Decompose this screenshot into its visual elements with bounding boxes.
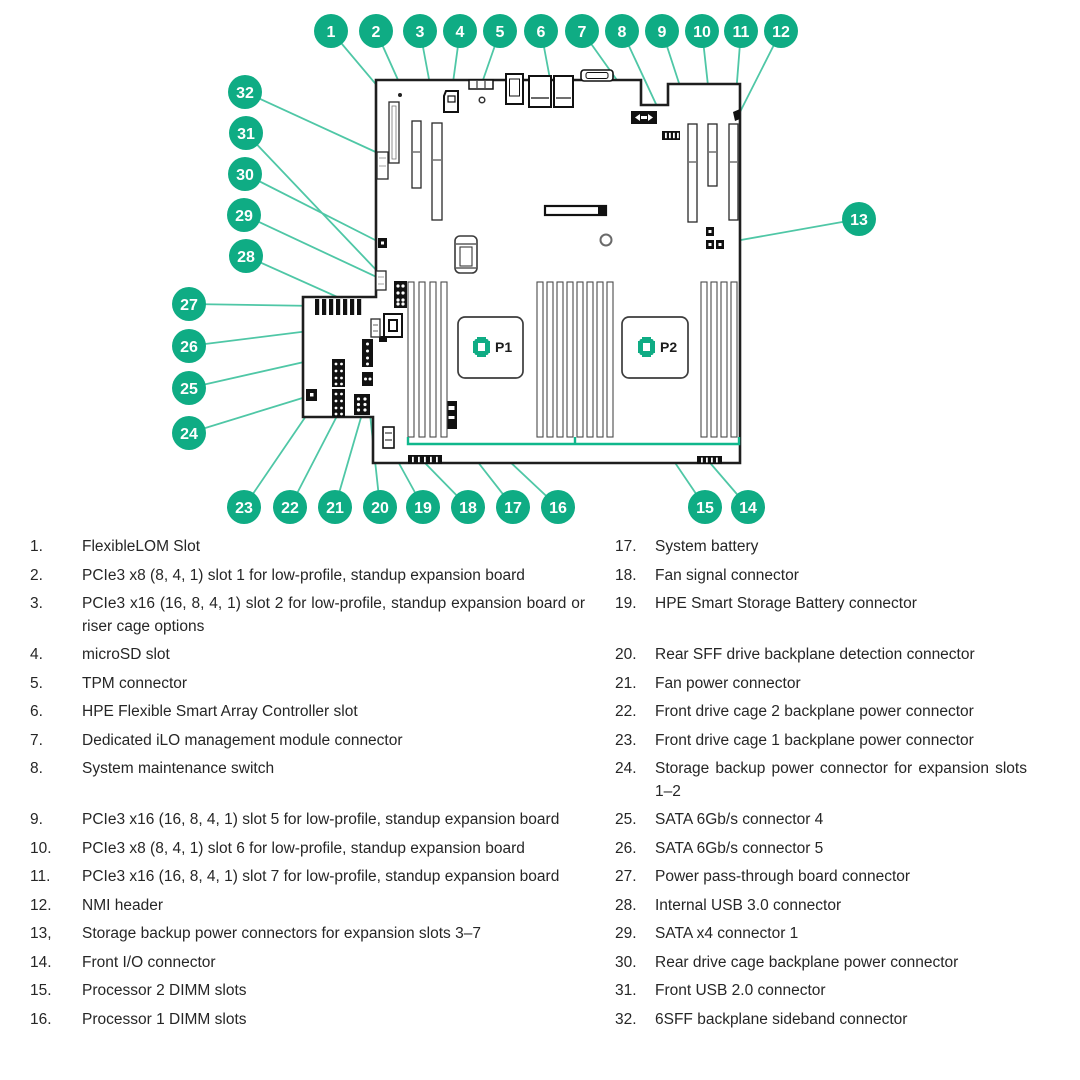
callout-30 [228,157,262,191]
rear-cage-power-connector-30 [378,238,387,248]
svg-text:30: 30 [236,167,254,184]
svg-text:24: 24 [180,426,198,443]
callout-14 [731,490,765,524]
svg-text:29: 29 [235,208,253,225]
legend-num: 21. [615,674,637,692]
svg-text:1: 1 [326,24,336,41]
legend-num: 24. [615,760,637,777]
callout-6 [524,14,558,48]
svg-text:5: 5 [495,24,505,41]
backplane-detection-connector-20 [362,372,373,386]
legend-num: 19. [615,595,637,612]
svg-text:15: 15 [696,500,714,517]
smart-array-controller-slot [545,206,606,215]
flexiblelom-slot [389,102,399,163]
standoff-ring [601,235,612,246]
legend-num: 13, [30,925,52,942]
legend-text: Dedicated iLO management module connector [82,731,403,749]
cpu-chip-icon [638,337,655,357]
svg-text:26: 26 [180,339,198,356]
legend-num: 8. [30,760,43,777]
front-cage1-power-connector-23 [332,359,345,387]
system-board-diagram [0,0,1080,536]
legend-text: SATA 6Gb/s connector 4 [655,811,824,828]
legend-num: 4. [30,646,43,663]
storage-backup-power-connector-24 [306,389,317,401]
smart-storage-battery-connector-19 [383,427,394,448]
legend-num: 16. [30,1010,52,1028]
callout-3 [403,14,437,48]
svg-text:23: 23 [235,500,253,517]
legend-num: 27. [615,868,637,885]
legend-num: 22. [615,703,637,720]
svg-text:6: 6 [536,24,546,41]
tpm-connector [469,80,493,89]
legend-text: Power pass-through board connector [655,868,911,885]
callout-1 [314,14,348,48]
legend-num: 14. [30,953,52,971]
callout-27 [172,287,206,321]
front-usb2-connector-31 [376,271,386,290]
pcie-slot-7 [729,124,738,220]
system-battery-17 [446,401,457,429]
legend-text: Processor 1 DIMM slots [82,1010,247,1028]
legend-text: PCIe3 x16 (16, 8, 4, 1) slot 2 for low-profile, standup expansion board or riser cage options [82,595,585,635]
legend-text: FlexibleLOM Slot [82,538,201,555]
legend-text: System maintenance switch [82,760,275,777]
legend-text: Rear drive cage backplane power connector [655,953,959,971]
svg-text:4: 4 [455,24,465,41]
legend-text: PCIe3 x8 (8, 4, 1) slot 6 for low-profile, standup expansion board [82,839,525,857]
svg-text:3: 3 [415,24,425,41]
legend-num: 20. [615,646,637,663]
legend-num: 7. [30,731,43,749]
callout-20 [363,490,397,524]
legend-num: 18. [615,566,637,584]
legend-text: System battery [655,538,759,555]
legend-num: 23. [615,731,637,749]
legend-text: Front I/O connector [82,953,216,971]
svg-text:31: 31 [237,126,255,143]
legend-num: 25. [615,811,637,828]
pcie-slot-5 [688,124,697,222]
callout-5 [483,14,517,48]
callout-16 [541,490,575,524]
retention-latch [455,236,477,273]
legend-num: 5. [30,674,43,692]
rear-nic-port-1 [529,76,551,107]
legend-text: NMI header [82,896,163,914]
maintenance-switch [662,131,680,140]
legend-text: Internal USB 3.0 connector [655,896,842,914]
callout-2 [359,14,393,48]
svg-text:9: 9 [657,24,667,41]
legend-num: 17. [615,538,637,555]
svg-text:2: 2 [371,24,381,41]
svg-text:10: 10 [693,24,711,41]
legend-text: Fan power connector [655,674,801,692]
callout-32 [228,75,262,109]
legend-num: 28. [615,896,637,914]
callout-9 [645,14,679,48]
legend-text: Front USB 2.0 connector [655,982,826,999]
legend-num: 1. [30,538,43,555]
callout-18 [451,490,485,524]
processor-2-socket [622,317,688,378]
legend-text: Storage backup power connector for expansion slots 1–2 [655,760,1027,800]
pcie-slot-2 [432,123,442,220]
legend-text: Rear SFF drive backplane detection connector [655,646,975,663]
legend-num: 9. [30,811,43,828]
legend-text: Front drive cage 2 backplane power connector [655,703,974,720]
callout-12 [764,14,798,48]
svg-text:17: 17 [504,500,522,517]
svg-text:7: 7 [577,24,587,41]
callout-28 [229,239,263,273]
legend-num: 31. [615,982,637,999]
legend-text: Front drive cage 1 backplane power connector [655,731,974,749]
fan-signal-connector-18 [408,455,442,464]
legend-num: 6. [30,703,43,720]
legend-text: HPE Smart Storage Battery connector [655,595,917,612]
callout-26 [172,329,206,363]
svg-text:28: 28 [237,249,255,266]
legend-num: 11. [30,868,51,885]
sideband-connector-32 [377,152,388,179]
legend-num: 3. [30,595,43,612]
callout-4 [443,14,477,48]
legend-num: 30. [615,953,637,971]
microsd-slot [444,91,458,112]
svg-text:14: 14 [739,500,757,517]
standoff-hole [479,97,485,103]
callout-13 [842,202,876,236]
legend-text: PCIe3 x16 (16, 8, 4, 1) slot 7 for low-profile, standup expansion board [82,868,560,885]
front-io-connector-14 [697,456,722,464]
legend-num: 29. [615,925,637,942]
callout-29 [227,198,261,232]
callout-11 [724,14,758,48]
legend-text: SATA 6Gb/s connector 5 [655,839,824,857]
vga-port [581,70,613,81]
processor-2-label: P2 [660,339,678,355]
legend-num: 32. [615,1010,637,1028]
callout-22 [273,490,307,524]
svg-text:18: 18 [459,500,477,517]
callout-15 [688,490,722,524]
svg-text:22: 22 [281,500,299,517]
callout-17 [496,490,530,524]
svg-text:8: 8 [617,24,627,41]
rear-usb-port [506,74,523,104]
ilo-module-connector [631,111,657,124]
front-cage2-power-connector-22 [332,389,345,417]
pcie-slot-1 [412,121,421,188]
legend-text: microSD slot [82,646,170,663]
rear-nic-port-2 [554,76,573,107]
legend-text: HPE Flexible Smart Array Controller slot [82,703,358,720]
legend-text: Storage backup power connectors for expansion slots 3–7 [82,925,481,942]
svg-text:32: 32 [236,85,254,102]
pcie-slot-6 [708,124,717,186]
svg-text:19: 19 [414,500,432,517]
callout-25 [172,371,206,405]
processor-1-label: P1 [495,339,513,355]
sata-connector-25 [362,339,373,367]
legend-num: 15. [30,982,52,999]
callout-19 [406,490,440,524]
svg-text:27: 27 [180,297,198,314]
fan-power-connector-21 [354,394,370,415]
legend-text: 6SFF backplane sideband connector [655,1010,908,1028]
callout-7 [565,14,599,48]
svg-text:21: 21 [326,500,344,517]
callout-10 [685,14,719,48]
svg-text:12: 12 [772,24,790,41]
svg-text:13: 13 [850,212,868,229]
legend-num: 26. [615,839,637,857]
svg-text:16: 16 [549,500,567,517]
cpu-chip-icon [473,337,490,357]
legend-table [30,536,1052,1031]
legend-num: 2. [30,566,43,584]
legend-text: Processor 2 DIMM slots [82,982,247,999]
screw-mark [398,93,402,97]
legend-num: 10. [30,839,52,857]
callout-21 [318,490,352,524]
sata-connector-26 [371,319,380,337]
sata-x4-connector-29 [394,281,407,308]
legend-num: 12. [30,896,52,914]
legend-text: Fan signal connector [655,566,799,584]
legend-text: PCIe3 x8 (8, 4, 1) slot 1 for low-profile, standup expansion board [82,566,525,584]
svg-text:20: 20 [371,500,389,517]
callout-24 [172,416,206,450]
callout-8 [605,14,639,48]
svg-text:25: 25 [180,381,198,398]
legend-text: SATA x4 connector 1 [655,925,799,942]
callout-31 [229,116,263,150]
legend-text: TPM connector [82,674,188,692]
processor-1-socket [458,317,523,378]
svg-text:11: 11 [732,24,750,41]
callout-23 [227,490,261,524]
legend-text: PCIe3 x16 (16, 8, 4, 1) slot 5 for low-profile, standup expansion board [82,811,560,828]
